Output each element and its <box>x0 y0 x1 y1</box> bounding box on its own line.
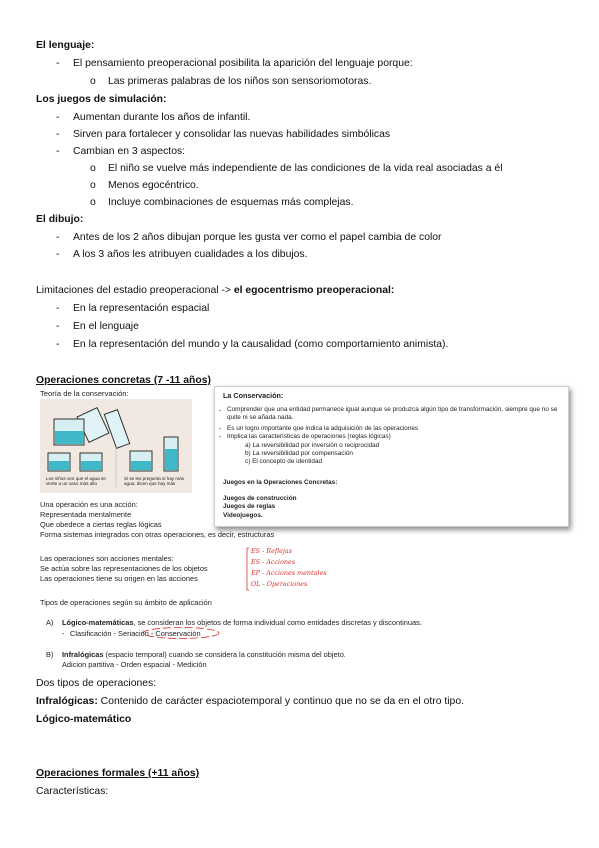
formales-sub: Características: <box>36 786 109 797</box>
panel-juego: Juegos de construcción <box>223 495 297 502</box>
section-heading-dibujo: El dibujo: <box>36 214 84 225</box>
operacion-line: Una operación es una acción: <box>40 500 138 509</box>
dos-tipos-line: Dos tipos de operaciones: <box>36 678 157 689</box>
dash-bullet: - <box>56 339 60 350</box>
panel-juego: Videojuegos. <box>223 512 263 519</box>
tipos-title: Tipos de operaciones según su ámbito de aplicación <box>40 598 212 607</box>
dash-bullet: - <box>56 58 60 69</box>
circle-bullet: o <box>90 197 96 208</box>
operacion-line: Que obedece a ciertas reglas lógicas <box>40 520 162 529</box>
operacion-line: Representada mentalmente <box>40 510 132 519</box>
lenguaje-item: El pensamiento preoperacional posibilita la aparición del lenguaje porque: <box>73 58 413 69</box>
dibujo-item: A los 3 años les atribuyen cualidades a los dibujos. <box>73 249 308 260</box>
logico-line: Lógico-matemático <box>36 714 132 725</box>
mentales-line: Se actúa sobre las representaciones de los objetos <box>40 564 208 573</box>
tipo-b-sub: Adicion partitiva - Orden espacial - Medición <box>62 660 207 669</box>
panel-sub: c) El concepto de identidad <box>245 458 323 465</box>
juegos-sub: Incluye combinaciones de esquemas más complejas. <box>108 197 354 208</box>
dibujo-item: Antes de los 2 años dibujan porque les gusta ver como el papel cambia de color <box>73 232 442 243</box>
tipo-a-text: Lógico-matemáticas, se consideran los objetos de forma individual como entidades discretas y discontinuas. <box>62 618 422 627</box>
dash-bullet: - <box>56 321 60 332</box>
conservacion-panel <box>214 386 569 527</box>
panel-bullet: Comprender que una entidad permanece igual aunque se produzca algún tipo de transformación, siempre que no se quite ni se añada nada. <box>227 406 558 421</box>
handwritten-line: EP - Acciones mentales <box>251 569 327 577</box>
dash-bullet: - <box>56 129 60 140</box>
handwritten-line: ES - Reflejas <box>251 547 292 555</box>
panel-sub: a) La reversibilidad por inversión o reciprocidad <box>245 442 380 449</box>
circle-bullet: o <box>90 180 96 191</box>
juegos-item: Aumentan durante los años de infantil. <box>73 112 251 123</box>
section-heading-concretas: Operaciones concretas (7 -11 años) <box>36 375 211 386</box>
limitaciones-heading: Limitaciones del estadio preoperacional -> el egocentrismo preoperacional: <box>36 285 395 296</box>
panel-sub: b) La reversibilidad por compensación <box>245 450 353 457</box>
handwritten-notes <box>246 546 326 592</box>
dash-bullet: - <box>56 303 60 314</box>
conservation-illustration <box>40 399 192 493</box>
section-heading-formales: Operaciones formales (+11 años) <box>36 768 200 779</box>
dash-bullet: - <box>56 146 60 157</box>
handwritten-line: ES - Acciones <box>251 558 296 566</box>
tall-glass-icon <box>130 437 178 471</box>
dash-bullet: - <box>219 424 222 433</box>
dash-bullet: - <box>62 629 65 638</box>
tipo-a-label: A) <box>46 618 54 627</box>
mentales-line: Las operaciones tiene su origen en las acciones <box>40 574 198 583</box>
section-heading-lenguaje: El lenguaje: <box>36 40 95 51</box>
dash-bullet: - <box>219 432 222 441</box>
teoria-conservacion-label: Teoría de la conservación: <box>40 389 129 398</box>
panel-title: La Conservación: <box>223 391 284 400</box>
circle-bullet: o <box>90 76 96 87</box>
tipo-b-label: B) <box>46 650 54 659</box>
limitaciones-item: En la representación del mundo y la causalidad (como comportamiento animista). <box>73 339 449 350</box>
tipo-b-text: Infralógicas (espacio temporal) cuando se considera la constitución misma del objeto. <box>62 650 346 659</box>
caption-left: Los niños ven que el agua se vierte a un vaso más alto <box>46 476 106 486</box>
circle-bullet: o <box>90 163 96 174</box>
red-circle-annotation <box>140 626 222 640</box>
panel-juegos-title: Juegos en la Operaciones Concretas: <box>223 479 338 486</box>
handwritten-line: OL - Operaciones <box>251 580 308 588</box>
panel-juego: Juegos de reglas <box>223 503 276 510</box>
juegos-sub: El niño se vuelve más independiente de las condiciones de la vida real asociadas a él <box>108 163 503 174</box>
dash-bullet: - <box>56 232 60 243</box>
mentales-line: Las operaciones son acciones mentales: <box>40 554 174 563</box>
panel-bullet: Es un logro importante que indica la adquisición de las operaciones <box>227 425 419 432</box>
operacion-line: Forma sistemas integrados con otras operaciones, es decir, estructuras <box>40 530 275 539</box>
juegos-sub: Menos egocéntrico. <box>108 180 199 191</box>
lenguaje-sub: Las primeras palabras de los niños son sensoriomotoras. <box>108 76 372 87</box>
equal-glasses-icon <box>48 453 102 471</box>
dash-bullet: - <box>219 406 222 415</box>
limitaciones-item: En la representación espacial <box>73 303 210 314</box>
section-heading-juegos: Los juegos de simulación: <box>36 94 167 105</box>
infralogicas-line: Infralógicas: Contenido de carácter espaciotemporal y continuo que no se da en el otro tipo. <box>36 696 464 707</box>
dash-bullet: - <box>56 112 60 123</box>
juegos-item: Cambian en 3 aspectos: <box>73 146 186 157</box>
caption-right: Si se les pregunta si hay más agua, dicen que hay más <box>124 476 185 486</box>
pouring-glass-icon <box>54 408 130 449</box>
panel-bullet: Implica las características de operaciones (reglas lógicas) <box>227 433 391 440</box>
limitaciones-item: En el lenguaje <box>73 321 139 332</box>
juegos-item: Sirven para fortalecer y consolidar las nuevas habilidades simbólicas <box>73 129 391 140</box>
dash-bullet: - <box>56 249 60 260</box>
tipo-a-sub: Clasificación - Seriación - Conservación <box>70 629 201 638</box>
